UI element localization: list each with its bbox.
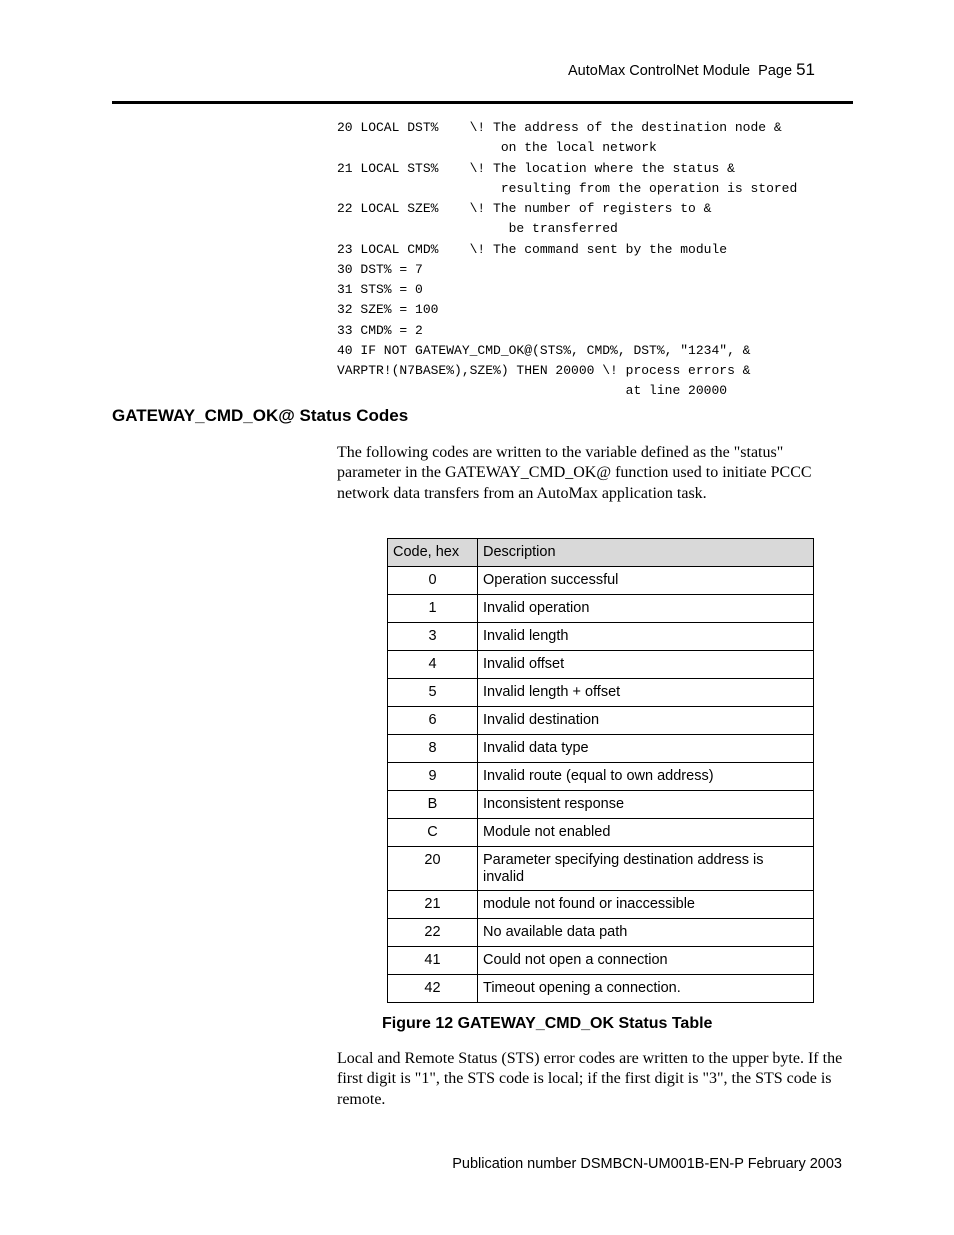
description-cell: Timeout opening a connection. (478, 975, 814, 1003)
table-row (388, 735, 814, 763)
code-cell: B (388, 791, 478, 819)
code-line: be transferred (337, 221, 618, 237)
description-cell: Module not enabled (478, 819, 814, 847)
table-row (388, 595, 814, 623)
table-row (388, 791, 814, 819)
table-row (388, 567, 814, 595)
description-cell: Could not open a connection (478, 947, 814, 975)
description-cell: Invalid destination (478, 707, 814, 735)
code-line: 33 CMD% = 2 (337, 322, 423, 338)
code-line: at line 20000 (337, 383, 728, 399)
code-line: 23 LOCAL CMD% \! The command sent by the module (337, 241, 728, 257)
code-cell: 6 (388, 707, 478, 735)
status-codes-table (387, 538, 814, 1003)
page-header (568, 60, 815, 80)
table-row (388, 679, 814, 707)
column-header-description: Description (478, 539, 814, 567)
description-cell: Invalid data type (478, 735, 814, 763)
code-line: 20 LOCAL DST% \! The address of the destination node & (337, 120, 782, 135)
table-row (388, 847, 814, 891)
code-line: on the local network (337, 140, 657, 156)
table-row (388, 623, 814, 651)
header-rule (112, 101, 853, 104)
table-header-row (388, 539, 814, 567)
code-cell: 42 (388, 975, 478, 1003)
description-cell: Parameter specifying destination address is invalid (478, 847, 814, 891)
code-listing (337, 118, 797, 402)
code-cell: 1 (388, 595, 478, 623)
code-line: 40 IF NOT GATEWAY_CMD_OK@(STS%, CMD%, DST%, "1234", & (337, 342, 751, 358)
page-number: 51 (796, 60, 815, 79)
table-row (388, 819, 814, 847)
figure-caption: Figure 12 GATEWAY_CMD_OK Status Table (382, 1015, 713, 1032)
description-cell: module not found or inaccessible (478, 891, 814, 919)
description-cell: Invalid length + offset (478, 679, 814, 707)
description-cell: No available data path (478, 919, 814, 947)
column-header-code: Code, hex (388, 539, 478, 567)
description-cell: Invalid operation (478, 595, 814, 623)
code-line: 31 STS% = 0 (337, 282, 423, 297)
description-cell: Operation successful (478, 567, 814, 595)
code-cell: 0 (388, 567, 478, 595)
code-cell: 21 (388, 891, 478, 919)
description-cell: Invalid offset (478, 651, 814, 679)
table-row (388, 651, 814, 679)
outro-paragraph: Local and Remote Status (STS) error codes are written to the upper byte. If the first digit is "1", the STS code is local; if the first digit is "3", the STS code is remote. (337, 1050, 843, 1108)
table-row (388, 891, 814, 919)
description-cell: Invalid length (478, 623, 814, 651)
header-title: AutoMax ControlNet Module Page (567, 63, 797, 79)
code-line: resulting from the operation is stored (337, 180, 798, 196)
table-row (388, 975, 814, 1003)
code-cell: 20 (388, 847, 478, 891)
table-row (388, 947, 814, 975)
code-cell: 5 (388, 679, 478, 707)
code-line: 22 LOCAL SZE% \! The number of registers to & (337, 201, 712, 216)
section-heading: GATEWAY_CMD_OK@ Status Codes (112, 406, 409, 425)
table-row (388, 919, 814, 947)
description-cell: Invalid route (equal to own address) (478, 763, 814, 791)
code-cell: C (388, 819, 478, 847)
code-cell: 22 (388, 919, 478, 947)
code-line: 30 DST% = 7 (337, 261, 423, 277)
code-cell: 8 (388, 735, 478, 763)
code-cell: 9 (388, 763, 478, 791)
code-cell: 3 (388, 623, 478, 651)
code-line: VARPTR!(N7BASE%),SZE%) THEN 20000 \! process errors & (337, 363, 751, 378)
code-line: 21 LOCAL STS% \! The location where the status & (337, 160, 735, 176)
intro-paragraph: The following codes are written to the variable defined as the "status" parameter in the GATEWAY_CMD_OK@ function used to initiate PCCC network data transfers from an AutoMax application task. (337, 444, 812, 502)
table-row (388, 763, 814, 791)
code-line: 32 SZE% = 100 (337, 302, 439, 318)
code-cell: 4 (388, 651, 478, 679)
code-cell: 41 (388, 947, 478, 975)
page-footer: Publication number DSMBCN-UM001B-EN-P February 2003 (452, 1156, 842, 1172)
table-row (388, 707, 814, 735)
description-cell: Inconsistent response (478, 791, 814, 819)
